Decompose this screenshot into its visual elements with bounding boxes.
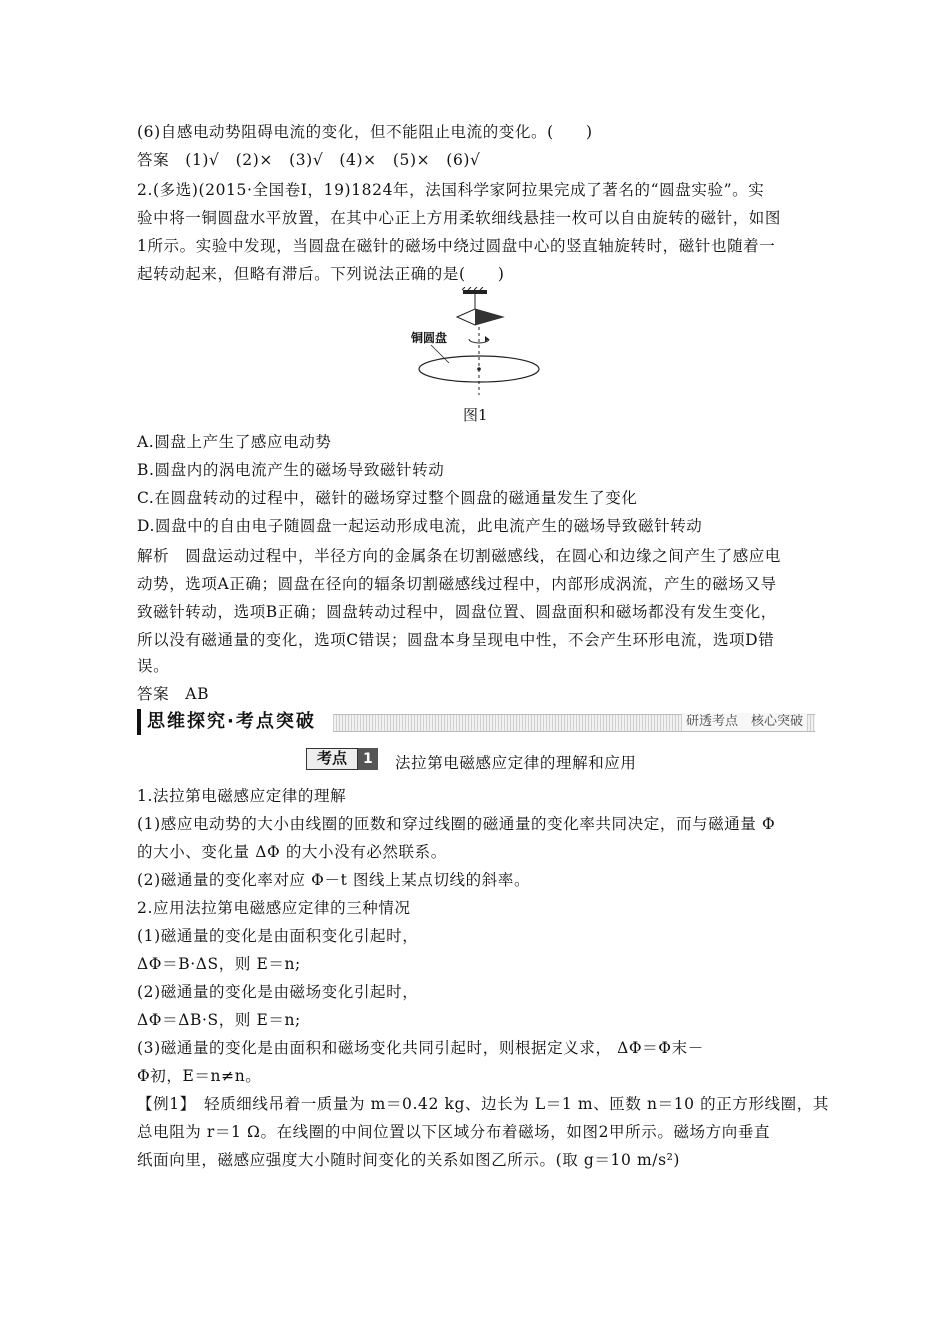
text-line: (1)磁通量的变化是由面积变化引起时， — [137, 927, 419, 945]
answer-line: 答案 (1)√ (2)× (3)√ (4)× (5)× (6)√ — [137, 151, 481, 169]
kaodian-label: 考点 — [306, 748, 358, 770]
figure-caption: 图1 — [463, 406, 488, 424]
analysis-line: 解析 圆盘运动过程中，半径方向的金属条在切割磁感线，在圆心和边缘之间产生了感应电 — [137, 547, 782, 565]
kaodian-badge — [306, 748, 378, 770]
option-b: B.圆盘内的涡电流产生的磁场导致磁针转动 — [137, 461, 445, 479]
disc-label: 铜圆盘 — [411, 331, 448, 345]
text-line: (6)自感电动势阻碍电流的变化，但不能阻止电流的变化。( ) — [137, 123, 593, 141]
example-line: 总电阻为 r＝1 Ω。在线圈的中间位置以下区域分布着磁场，如图2甲所示。磁场方向垂直 — [137, 1123, 771, 1141]
option-c: C.在圆盘转动的过程中，磁针的磁场穿过整个圆盘的磁通量发生了变化 — [137, 489, 638, 507]
banner-subtitle: 研透考点 核心突破 — [682, 713, 807, 731]
option-d: D.圆盘中的自由电子随圆盘一起运动形成电流，此电流产生的磁场导致磁针转动 — [137, 517, 703, 535]
banner-title: 思维探究·考点突破 — [137, 709, 322, 735]
analysis-line: 动势，选项A正确；圆盘在径向的辐条切割磁感线过程中，内部形成涡流，产生的磁场又导 — [137, 575, 777, 593]
formula-line: ΔΦ＝B·ΔS，则 E＝n; — [137, 955, 301, 973]
text-line: (3)磁通量的变化是由面积和磁场变化共同引起时，则根据定义求， ΔΦ＝Φ末－ — [137, 1039, 704, 1057]
text-line: 的大小、变化量 ΔΦ 的大小没有必然联系。 — [137, 843, 447, 861]
analysis-line: 所以没有磁通量的变化，选项C错误；圆盘本身呈现电中性，不会产生环形电流，选项D错 — [137, 631, 775, 649]
kaodian-title: 法拉第电磁感应定律的理解和应用 — [395, 754, 637, 772]
kaodian-number: 1 — [358, 748, 378, 770]
formula-line: Φ初，E＝n≠n。 — [137, 1067, 262, 1085]
analysis-line: 误。 — [137, 657, 170, 675]
text-line: (2)磁通量的变化率对应 Φ－t 图线上某点切线的斜率。 — [137, 871, 531, 889]
question-line: 1所示。实验中发现，当圆盘在磁针的磁场中绕过圆盘中心的竖直轴旋转时，磁针也随着一 — [137, 237, 776, 255]
section-banner — [137, 709, 815, 735]
analysis-line: 致磁针转动，选项B正确；圆盘转动过程中，圆盘位置、圆盘面积和磁场都没有发生变化， — [137, 603, 777, 621]
answer-line: 答案 AB — [137, 685, 210, 703]
question-line: 2.(多选)(2015·全国卷Ⅰ，19)1824年，法国科学家阿拉果完成了著名的“圆盘实验”。实 — [137, 181, 765, 199]
option-a: A.圆盘上产生了感应电动势 — [137, 433, 332, 451]
text-line: (1)感应电动势的大小由线圈的匝数和穿过线圈的磁通量的变化率共同决定，而与磁通量 Φ — [137, 815, 776, 833]
text-line: (2)磁通量的变化是由磁场变化引起时， — [137, 983, 419, 1001]
question-line: 验中将一铜圆盘水平放置，在其中心正上方用柔软细线悬挂一枚可以自由旋转的磁针，如图 — [137, 209, 782, 227]
question-line: 起转动起来，但略有滞后。下列说法正确的是( ) — [137, 265, 505, 283]
copper-disc-figure — [405, 287, 565, 397]
section-heading: 1.法拉第电磁感应定律的理解 — [137, 787, 347, 805]
formula-line: ΔΦ＝ΔB·S，则 E＝n; — [137, 1011, 301, 1029]
section-heading: 2.应用法拉第电磁感应定律的三种情况 — [137, 899, 411, 917]
example-line: 【例1】 轻质细线吊着一质量为 m＝0.42 kg、边长为 L＝1 m、匝数 n＝10 的正方形线圈，其 — [137, 1095, 829, 1113]
example-line: 纸面向里，磁感应强度大小随时间变化的关系如图乙所示。(取 g＝10 m/s²) — [137, 1151, 681, 1169]
